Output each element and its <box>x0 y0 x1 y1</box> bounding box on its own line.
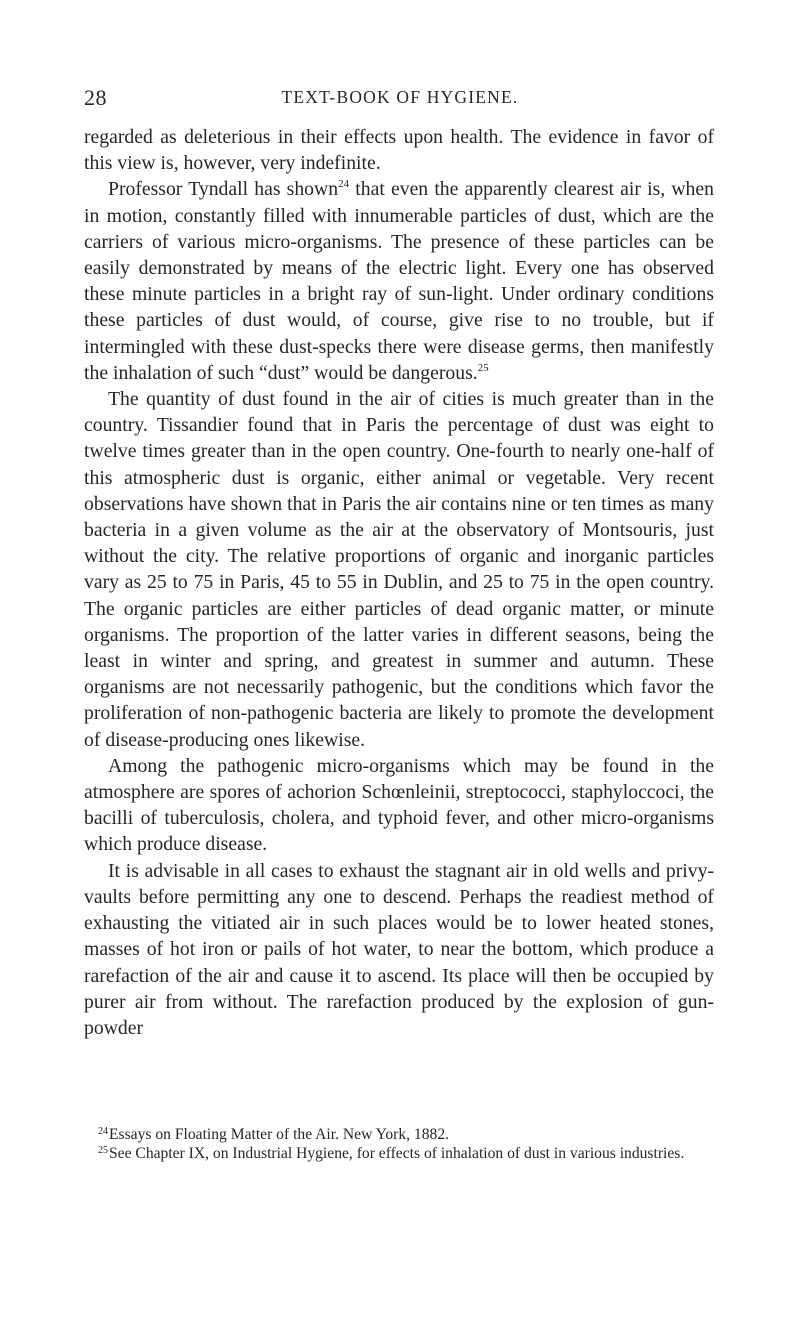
running-title: TEXT-BOOK OF HYGIENE. <box>281 87 519 107</box>
footnote-text-25: See Chapter IX, on Industrial Hygiene, for effects of inhalation of dust in various industries. <box>109 1145 685 1163</box>
paragraph-5: It is advisable in all cases to exhaust the stagnant air in old wells and privy-vaults before permitting any one to descend. Perhaps the readiest method of exhausting the vitiated air in such places would be to lower heated stones, masses of hot iron or pails of hot water, to near the bottom, which produce a rarefaction of the air and cause it to ascend. Its place will then be occupied by purer air from without. The rarefaction produced by the explosion of gun-powder <box>84 859 714 1039</box>
paragraph-1: regarded as deleterious in their effects upon health. The evidence in favor of this view is, however, very indefinite. <box>84 126 714 175</box>
page-header <box>0 82 800 112</box>
body-text <box>84 124 714 1041</box>
footnotes <box>84 1125 714 1163</box>
footnote-ref-25: 25 <box>477 361 489 374</box>
footnote-25 <box>84 1144 714 1163</box>
paragraph-2-text-b: that even the apparently clearest air is, when in motion, constantly filled with innumerable particles of dust, which are the carriers of various micro-organisms. The presence of these particles can be easily demonstrated by means of the electric light. Every one has observed these minute particles in a bright ray of sun-light. Under ordinary conditions these particles of dust would, of course, give rise to no trouble, but if intermingled with these dust-specks there were disease germs, then manifestly the inhalation of such “dust” would be dangerous. <box>84 178 714 384</box>
footnote-marker-25: 25 <box>98 1145 108 1157</box>
paragraph-2 <box>84 176 714 386</box>
paragraph-4: Among the pathogenic micro-organisms which may be found in the atmosphere are spores of achorion Schœnleinii, streptococci, staphyloccoci, the bacilli of tuberculosis, cholera, and typhoid fever, and other micro-organisms which produce disease. <box>84 754 714 856</box>
page-number: 28 <box>84 85 107 110</box>
footnote-ref-24: 24 <box>338 178 350 191</box>
footnote-24 <box>84 1125 714 1144</box>
footnote-marker-24: 24 <box>98 1126 108 1137</box>
paragraph-2-text-a: Professor Tyndall has shown <box>108 178 339 201</box>
footnote-text-24: Essays on Floating Matter of the Air. New York, 1882. <box>109 1126 450 1143</box>
paragraph-3: The quantity of dust found in the air of cities is much greater than in the country. Tissandier found that in Paris the percentage of dust was eight to twelve times greater than in the open country. One-fourth to nearly one-half of this atmospheric dust is organic, either animal or vegetable. Very recent observations have shown that in Paris the air contains nine or ten times as many bacteria in a given volume as the air at the observatory of Montsouris, just without the city. The relative proportions of organic and inorganic particles vary as 25 to 75 in Paris, 45 to 55 in Dublin, and 25 to 75 in the open country. The organic particles are either particles of dead organic matter, or minute organisms. The proportion of the latter varies in different seasons, being the least in winter and spring, and greatest in summer and autumn. These organisms are not necessarily pathogenic, but the conditions which favor the proliferation of non-pathogenic bacteria are likely to promote the development of disease-producing ones likewise. <box>84 388 714 751</box>
